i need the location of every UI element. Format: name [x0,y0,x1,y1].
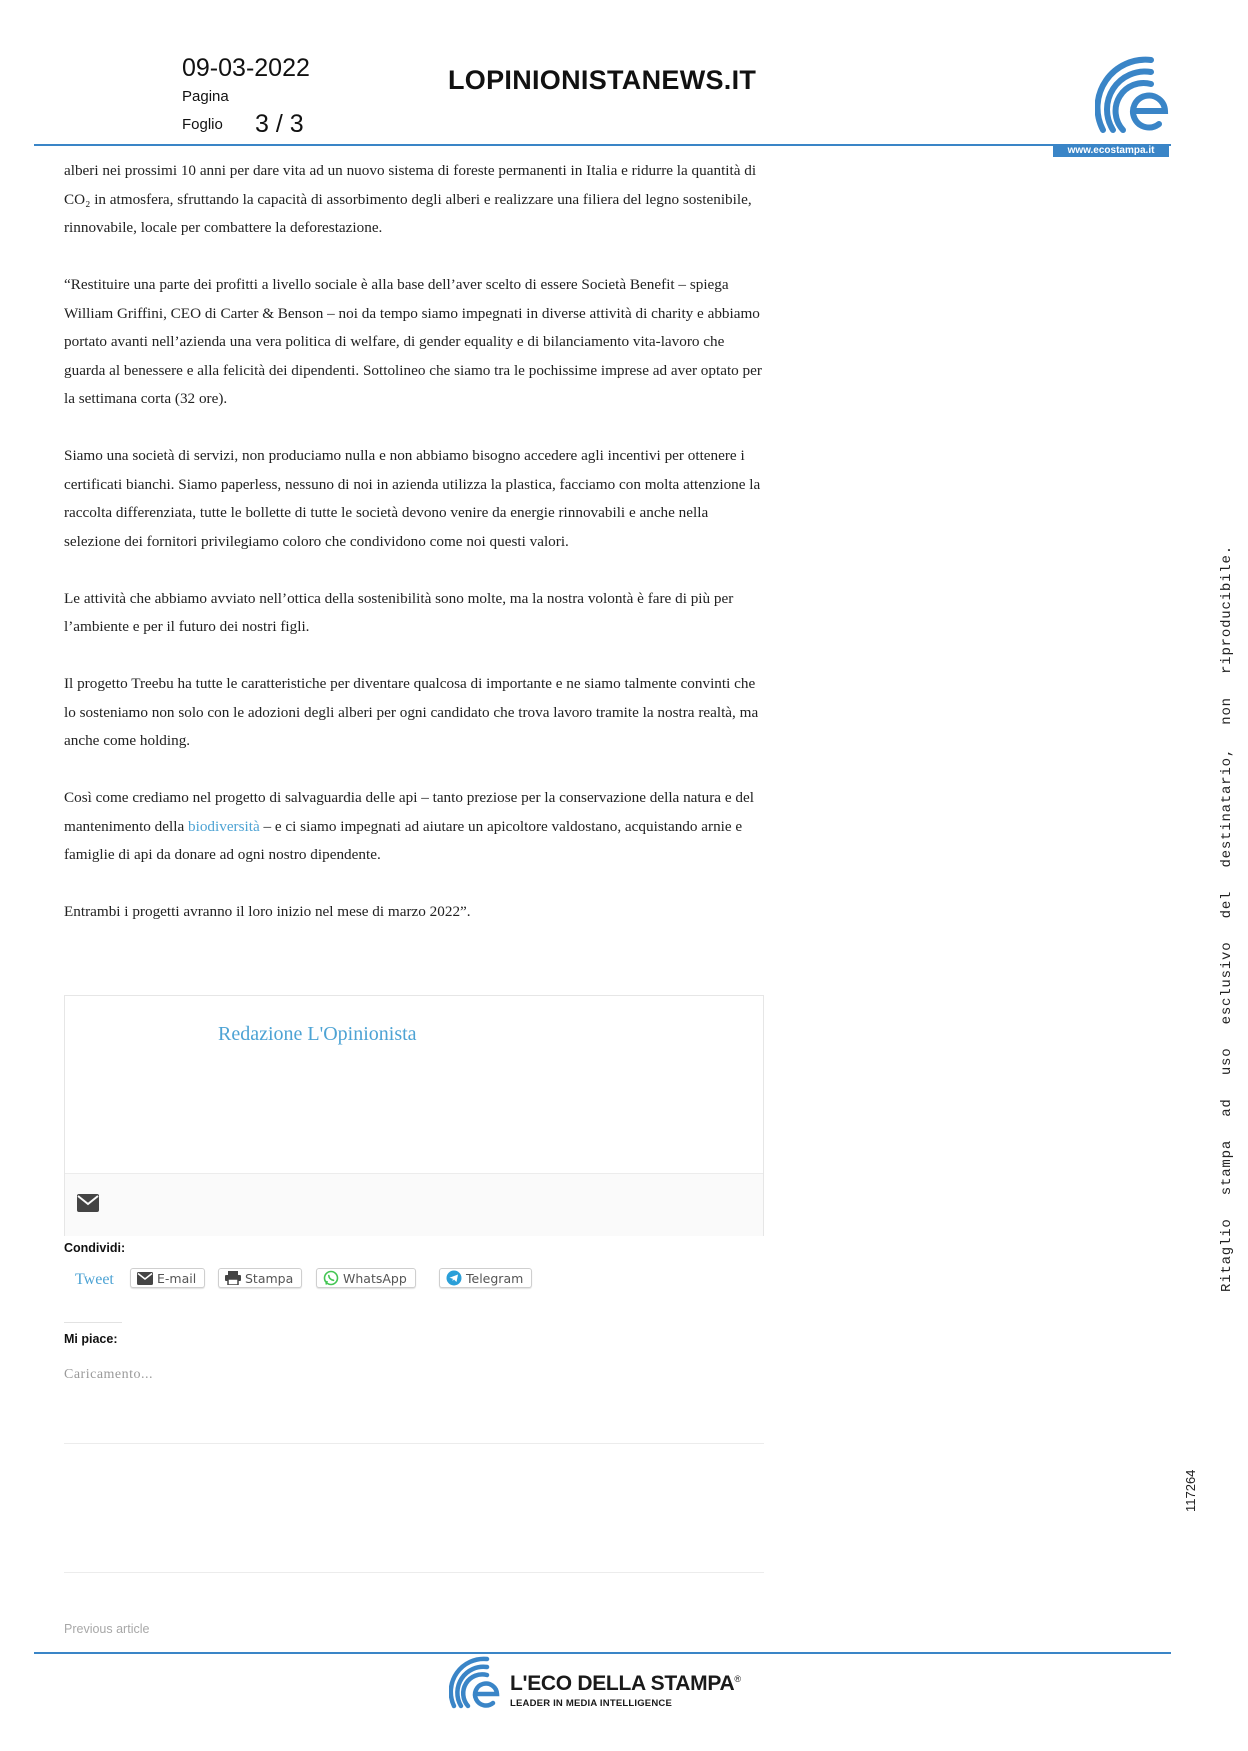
telegram-icon [446,1270,462,1286]
likes-divider [64,1322,122,1323]
article-paragraph [64,784,764,870]
footer-brand-name: L'ECO DELLA STAMPA [510,1672,735,1695]
reproduction-notice: Ritaglio stampa ad uso esclusivo del destinatario, non riproducibile. [1219,545,1235,1292]
ecostampa-logo-icon [1095,56,1171,136]
paragraph-text: Così come crediamo nel progetto di salvaguardia delle api – tanto preziose per la conservazione della natura e del mantenimento della [64,789,754,835]
eco-della-stampa-logo-icon [449,1656,501,1710]
envelope-icon[interactable] [77,1194,99,1212]
registered-mark: ® [734,1674,741,1684]
pagina-label: Pagina [182,88,229,105]
envelope-icon [137,1272,153,1285]
section-divider [64,1572,764,1573]
biodiversita-link[interactable]: biodiversità [188,817,260,835]
ecostampa-badge: www.ecostampa.it [1053,144,1169,157]
footer-tagline: LEADER IN MEDIA INTELLIGENCE [510,1698,673,1709]
foglio-label: Foglio [182,116,223,133]
footer-rule [34,1652,1171,1654]
tweet-button[interactable]: Tweet [75,1271,114,1288]
publication-title: LOPINIONISTANEWS.IT [448,65,757,95]
article-paragraph: Le attività che abbiamo avviato nell’ottica della sostenibilità sono molte, ma la nostra volontà è fare di più per l’ambiente e per il futuro dei nostri figli. [64,589,734,635]
likes-loading-text: Caricamento... [64,1367,154,1382]
share-whatsapp-label: WhatsApp [343,1270,407,1286]
author-footer [65,1173,763,1236]
author-box [64,995,764,1236]
article-paragraph: “Restituire una parte dei profitti a livello sociale è alla base dell’aver scelto di essere Società Benefit – spiega William Griffini, CEO di Carter & Benson – noi da tempo siamo impegnati in diverse attività di charity e abbiamo portato avanti nell’azienda una vera politica di welfare, di gender equality e di bilanciamento vita-lavoro che guarda al benessere e alla felicità dei dipendenti. Sottolineo che siamo tra le pochissime imprese ad aver optato per la settimana corta (32 ore). [64,276,762,407]
header-rule [34,144,1171,146]
clipping-date: 09-03-2022 [182,54,310,82]
previous-article-link[interactable]: Previous article [64,1622,150,1636]
article-paragraph: alberi nei prossimi 10 anni per dare vita ad un nuovo sistema di foreste permanenti in Italia e ridurre la quantità di CO₂ in atmosfera, sfruttando la capacità di assorbimento degli alberi e realizzare una filiera del legno sostenibile, rinnovabile, locale per combattere la deforestazione. [64,162,757,236]
footer-brand [510,1672,741,1696]
likes-label: Mi piace: [64,1332,118,1346]
article-paragraph: Il progetto Treebu ha tutte le caratteristiche per diventare qualcosa di importante e ne siamo talmente convinti che lo sosteniamo non solo con le adozioni degli alberi per ogni candidato che trova lavoro tramite la nostra realtà, ma anche come holding. [64,675,759,749]
share-email-label: E-mail [157,1270,197,1286]
article-body [64,157,764,955]
share-telegram-label: Telegram [466,1270,524,1286]
printer-icon [225,1271,241,1285]
share-label: Condividi: [64,1241,126,1255]
share-telegram-button[interactable] [439,1268,532,1288]
whatsapp-icon [323,1270,339,1286]
paragraph-text: – e ci siamo impegnati ad aiutare un apicoltore valdostano, acquistando arnie e famiglie di api da donare ad ogni nostro dipendente. [64,817,743,863]
section-divider [64,1443,764,1444]
foglio-value: 3 / 3 [255,110,304,138]
share-whatsapp-button[interactable] [316,1268,416,1288]
author-name-link[interactable]: Redazione L'Opinionista [218,1023,417,1045]
clipping-code: 117264 [1183,1469,1198,1512]
article-paragraph: Siamo una società di servizi, non produciamo nulla e non abbiamo bisogno accedere agli incentivi per ottenere i certificati bianchi. Siamo paperless, nessuno di noi in azienda utilizza la plastica, facciamo con molta attenzione la raccolta differenziata, tutte le bollette di tutte le società devono venire da energie rinnovabili e anche nella selezione dei fornitori privilegiamo coloro che condividono come noi questi valori. [64,447,761,550]
share-print-button[interactable] [218,1268,302,1288]
share-print-label: Stampa [245,1270,294,1286]
share-email-button[interactable] [130,1268,205,1288]
article-paragraph: Entrambi i progetti avranno il loro inizio nel mese di marzo 2022”. [64,903,471,920]
